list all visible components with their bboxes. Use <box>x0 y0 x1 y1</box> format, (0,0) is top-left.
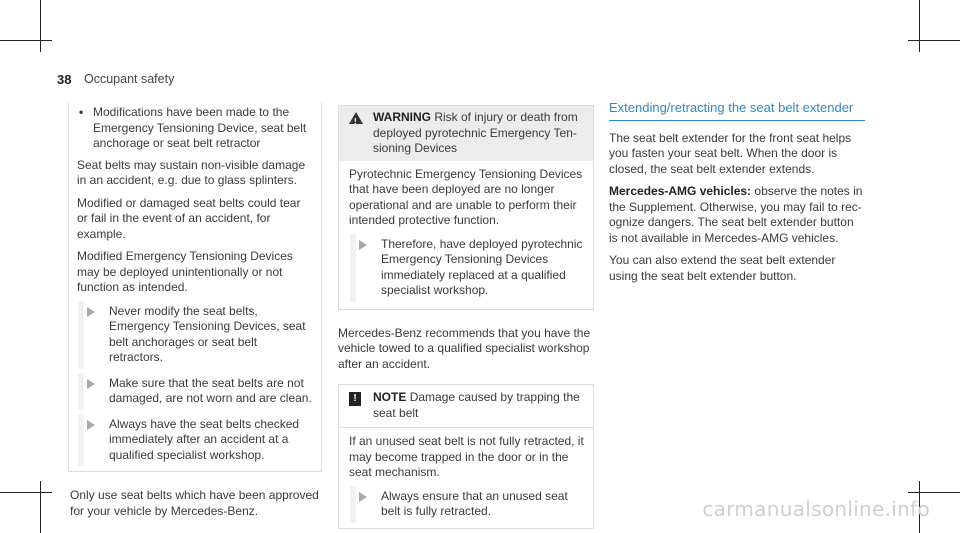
arrow-icon <box>87 307 95 317</box>
instruction-step <box>349 489 585 520</box>
paragraph: You can also extend the seat belt extender using the seat belt extender button. <box>609 253 836 283</box>
amg-label: Mercedes-AMG vehicles: <box>609 184 752 198</box>
amg-text: observe the notes in the Supplement. Otherwise, you may fail to recognize dangers. The seat belt extender button is not available in Mercedes-AMG vehicles. <box>609 184 863 245</box>
instruction-step <box>349 237 585 299</box>
section-title: Occupant safety <box>84 72 175 86</box>
crop-mark <box>0 492 52 493</box>
crop-mark <box>919 0 920 52</box>
arrow-icon <box>359 492 367 502</box>
note-title: Damage caused by trapping the seat belt <box>373 390 580 420</box>
crop-mark <box>40 0 41 52</box>
warning-header <box>339 106 593 161</box>
step-text: Make sure that the seat belts are not damaged, are not worn and are clean. <box>109 375 312 405</box>
warning-box <box>338 105 594 310</box>
warning-label: WARNING <box>373 110 431 124</box>
crop-mark <box>40 481 41 533</box>
paragraph: Pyrotechnic Emergency Tensioning Devices that have been deployed are no longer operational and are unable to perform their intended protective function. <box>349 166 583 227</box>
arrow-icon <box>87 379 95 389</box>
arrow-icon <box>359 240 367 250</box>
note-header <box>339 385 593 428</box>
note-label: NOTE <box>373 390 407 404</box>
instruction-step <box>77 376 313 407</box>
step-bar <box>78 414 84 467</box>
crop-mark <box>908 40 960 41</box>
left-column <box>70 103 322 526</box>
paragraph: Modified Emergency Tensioning Devices may be deployed unintentionally or not function as intended. <box>77 249 293 294</box>
paragraph: Seat belts may sustain non-visible damage in an accident, e.g. due to glass splinters. <box>77 157 306 187</box>
bullet-icon: • <box>79 105 84 119</box>
step-bar <box>350 486 356 523</box>
step-bar <box>350 234 356 302</box>
crop-mark <box>908 492 960 493</box>
middle-column <box>338 105 594 529</box>
step-bar <box>78 373 84 410</box>
right-column <box>609 100 865 291</box>
paragraph: If an unused seat belt is not fully retracted, it may become trapped in the door or in the seat mechanism. <box>349 434 584 479</box>
watermark: carmanualsonline.info <box>702 497 930 521</box>
page-number: 38 <box>57 72 72 87</box>
note-box <box>338 384 594 529</box>
note-icon: ! <box>349 392 361 406</box>
paragraph: Modified or damaged seat belts could tear or fail in the event of an accident, for example. <box>77 195 301 241</box>
instruction-step <box>77 417 313 464</box>
step-text: Always ensure that an unused seat belt is fully retracted. <box>381 488 568 518</box>
paragraph <box>609 184 865 246</box>
step-text: Always have the seat belts checked immediately after an accident at a qualified specialist workshop. <box>109 416 300 462</box>
step-text: Never modify the seat belts, Emergency Tensioning Devices, seat belt anchorages or seat belt retractors. <box>109 303 306 364</box>
instruction-step <box>77 304 313 366</box>
list-item <box>77 105 313 152</box>
note-body <box>339 428 593 528</box>
left-box <box>68 103 322 472</box>
bullet-text: Modifications have been made to the Emergency Tensioning Device, seat belt anchorage or seat belt retractor <box>93 105 307 150</box>
warning-icon <box>349 112 363 124</box>
paragraph: The seat belt extender for the front seat helps you fasten your seat belt. When the door is closed, the seat belt extender extends. <box>609 130 852 176</box>
warning-body <box>339 161 593 309</box>
warning-title: Risk of injury or death from deployed pyrotechnic Emergency Tensioning Devices <box>373 110 578 155</box>
step-text: Therefore, have deployed pyrotechnic Emergency Tensioning Devices immediately replaced at a qualified specialist workshop. <box>381 236 583 297</box>
crop-mark <box>0 40 52 41</box>
step-bar <box>78 301 84 369</box>
paragraph: Mercedes-Benz recommends that you have the vehicle towed to a qualified specialist workshop after an accident. <box>338 325 591 371</box>
section-heading: Extending/retracting the seat belt extender <box>609 100 865 121</box>
arrow-icon <box>87 420 95 430</box>
paragraph: Only use seat belts which have been approved for your vehicle by Mercedes-Benz. <box>70 488 319 518</box>
